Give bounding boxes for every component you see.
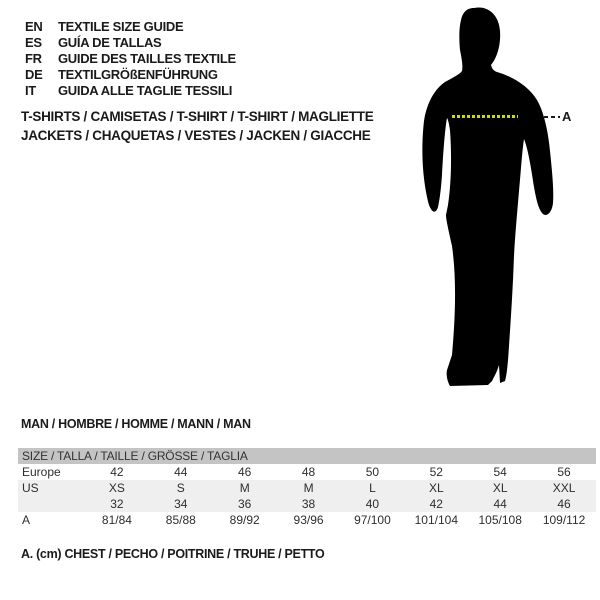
row-label: A [22, 513, 31, 527]
language-row-it [25, 83, 236, 99]
size-cell: 44 [174, 465, 188, 479]
language-title: GUIDE DES TAILLES TEXTILE [58, 50, 236, 66]
size-cell: L [369, 481, 376, 495]
size-cell: 50 [365, 465, 380, 479]
size-cell: XS [108, 481, 125, 495]
language-row-es [25, 34, 236, 50]
size-cell: 34 [174, 497, 188, 511]
size-cell: 109/112 [542, 513, 586, 527]
table-row [18, 464, 596, 480]
size-cell: 46 [557, 497, 571, 511]
language-title: GUIDA ALLE TAGLIE TESSILI [58, 83, 233, 99]
size-cell: 48 [301, 465, 316, 479]
size-cell: 89/92 [229, 513, 260, 527]
row-label: Europe [22, 465, 61, 479]
size-cell: 42 [110, 465, 124, 479]
table-row [18, 480, 596, 496]
category-tshirts: T-SHIRTS / CAMISETAS / T-SHIRT / T-SHIRT / MAGLIETTE [21, 109, 374, 124]
table-row [18, 496, 596, 512]
size-cell: 56 [557, 465, 571, 479]
language-title: TEXTILGRÖßENFÜHRUNG [58, 67, 218, 83]
size-cell: XXL [552, 481, 576, 495]
language-row-de [25, 67, 236, 83]
size-cell: 42 [429, 497, 443, 511]
footnote-chest: A. (cm) CHEST / PECHO / POITRINE / TRUHE / PETTO [21, 547, 325, 561]
language-row-en [25, 18, 236, 34]
chest-measure-line [452, 115, 518, 118]
size-cell: S [176, 481, 185, 495]
size-cell: 52 [429, 465, 443, 479]
size-cell: 85/88 [165, 513, 196, 527]
language-code: FR [25, 50, 42, 66]
size-cell: 40 [365, 497, 380, 511]
language-code: IT [25, 83, 36, 99]
size-table [18, 448, 596, 528]
measure-label-a: A [562, 109, 572, 124]
size-cell: 36 [238, 497, 252, 511]
size-cell: 44 [493, 497, 507, 511]
size-cell: 105/108 [478, 513, 522, 527]
language-code: EN [25, 18, 43, 34]
measure-leader-dash [544, 116, 560, 118]
size-cell: 81/84 [101, 513, 132, 527]
size-cell: 38 [301, 497, 316, 511]
language-row-fr [25, 50, 236, 66]
language-list [25, 18, 236, 99]
table-row [18, 512, 596, 528]
category-jackets: JACKETS / CHAQUETAS / VESTES / JACKEN / GIACCHE [21, 127, 371, 143]
size-cell: 101/104 [414, 513, 458, 527]
size-cell: M [303, 481, 314, 495]
row-label: US [22, 481, 39, 495]
language-title: TEXTILE SIZE GUIDE [58, 18, 184, 34]
size-cell: 46 [238, 465, 252, 479]
size-table-header: SIZE / TALLA / TAILLE / GRÖSSE / TAGLIA [18, 448, 596, 464]
language-code: DE [25, 67, 43, 83]
man-silhouette [400, 0, 600, 400]
size-cell: 32 [110, 497, 124, 511]
size-cell: 97/100 [354, 513, 391, 527]
size-cell: XL [428, 481, 444, 495]
language-code: ES [25, 34, 42, 50]
size-cell: 54 [493, 465, 507, 479]
section-title-man: MAN / HOMBRE / HOMME / MANN / MAN [21, 417, 251, 431]
language-title: GUÍA DE TALLAS [58, 34, 162, 50]
size-cell: M [239, 481, 250, 495]
size-cell: XL [492, 481, 508, 495]
size-cell: 93/96 [293, 513, 324, 527]
size-table-body [18, 464, 596, 528]
garment-categories [21, 108, 373, 145]
